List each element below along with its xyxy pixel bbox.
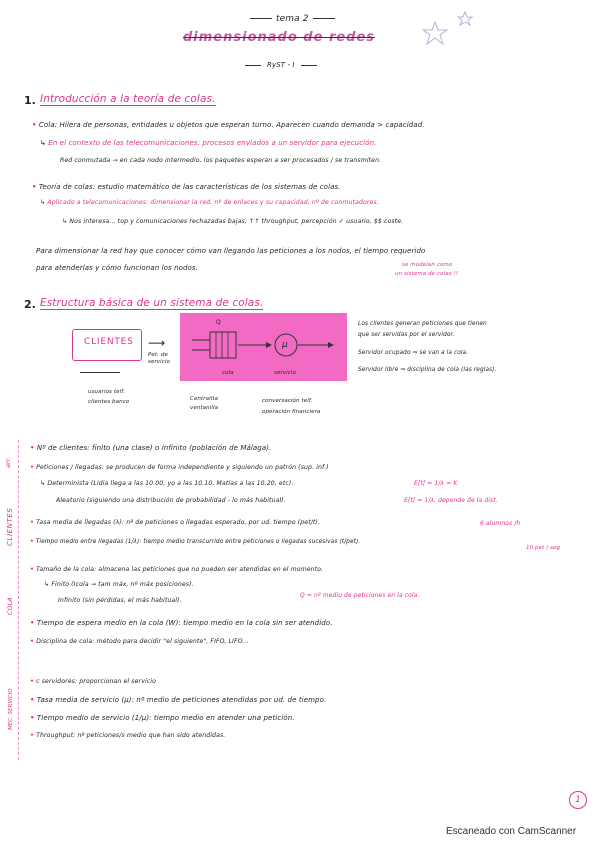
diagram-note: Los clientes generan peticiones que tienen	[358, 321, 487, 327]
mu-symbol: μ	[282, 340, 288, 350]
list-item: • Tamaño de la cola: almacena las peticiones que no pueden ser atendidas en el momento.	[30, 566, 324, 573]
diagram-note: que ser servidas por el servidor.	[358, 332, 455, 338]
topic-label: tema 2	[250, 14, 335, 24]
diagram-note: Servidor libre ⇒ disciplina de cola (las reglas).	[358, 367, 497, 373]
arrow-in: ⟶	[148, 336, 166, 350]
queue-diagram	[188, 326, 338, 370]
example-clients: clientes banco	[88, 399, 130, 405]
example-operation: operación financiera	[262, 409, 321, 415]
queue-q-label: Q	[216, 319, 221, 326]
list-item: ↳ Finito (Icola → tam máx, nº máx posiciones).	[44, 581, 194, 588]
list-item: • Disciplina de cola: método para decidir "el siguiente", FIFO, LIFO...	[30, 638, 249, 645]
list-item: • Tasa media de servicio (μ): nº medio de peticiones atendidas por ud. de tiempo.	[30, 696, 327, 704]
list-item: ↳ Nos interesa... top y comunicaciones rechazadas bajas, ↑↑ throughput, percepción ✓ usuario, $$ coste.	[62, 218, 404, 225]
formula: E[t] = 1/λ, depende de la dist.	[404, 497, 498, 504]
list-item: • Tiempo medio de servicio (1/μ): tiempo medio en atender una petición.	[30, 714, 295, 722]
formula: Q = nº medio de peticiones en la cola.	[300, 592, 420, 599]
stars-doodle-icon	[415, 8, 485, 53]
example-users: usuarios telf.	[88, 389, 126, 395]
list-item: • Tiempo de espera medio en la cola (W): tiempo medio en la cola sin ser atendido.	[30, 619, 333, 627]
example-window: ventanilla	[190, 405, 219, 411]
queue-label: cola	[222, 370, 234, 376]
example-switchboard: Centralita	[190, 396, 219, 402]
section1-number: 1.	[24, 94, 36, 107]
list-item: • Throughput: nº peticiones/s medio que han sido atendidas.	[30, 732, 226, 739]
side-divider	[18, 440, 19, 760]
page-title: dimensionado de redes	[183, 30, 376, 45]
section2-title: Estructura básica de un sistema de colas.	[40, 297, 264, 309]
side-label-arr: arr.	[4, 457, 12, 468]
clients-underline	[80, 372, 120, 373]
list-item: ↳ En el contexto de las telecomunicaciones: procesos enviados a un servidor para ejecución.	[40, 139, 377, 147]
list-item: • c servidores: proporcionan el servicio	[30, 678, 156, 685]
list-item: ↳ Determinista (Lidia llega a las 10.00, yo a las 10.10, Matías a las 10.20, etc).	[40, 480, 294, 487]
annotation: se modelan como	[402, 262, 453, 268]
list-item: • Tasa media de llegadas (λ): nº de peticiones o llegadas esperado, por ud. tiempo (pet/t).	[30, 519, 321, 526]
example-note: 6 alumnos /h	[480, 520, 521, 527]
list-item: • Tiempo medio entre llegadas (1/λ): tiempo medio transcurrido entre peticiones o llegadas sucesivas (t/pet).	[30, 539, 361, 545]
list-item: • Cola: Hilera de personas, entidades u objetos que esperan turno. Aparecen cuando demanda > capacidad.	[32, 121, 425, 129]
paragraph: Para dimensionar la red hay que conocer cómo van llegando las peticiones a los nodos, el tiempo requerido	[36, 247, 426, 255]
list-item: ↳ Aplicado a telecomunicaciones: dimensionar la red, nº de enlaces y su capacidad, nº de conmutadores.	[40, 199, 379, 206]
list-item: • Peticiones / llegadas: se producen de forma independiente y siguiendo un patrón (sup. inf.)	[30, 464, 329, 471]
list-item: • Teoría de colas: estudio matemático de las características de los sistemas de colas.	[32, 183, 341, 191]
page-number-badge: 1	[569, 791, 587, 809]
list-item: • Nº de clientes: finito (una clase) o infinito (población de Málaga).	[30, 444, 272, 452]
side-label-service: MEC. SERVICIO	[8, 688, 14, 730]
list-item: Aleatorio (siguiendo una distribución de probabilidad - lo más habitual).	[56, 497, 286, 504]
course-label: RyST - I	[245, 61, 317, 69]
diagram-note: Servidor ocupado ⇒ se van a la cola.	[358, 350, 469, 356]
service-label: servicio	[274, 370, 297, 376]
section2-number: 2.	[24, 298, 36, 311]
list-item: Infinito (sin pérdidas, el más habitual).	[58, 597, 182, 604]
paragraph: para atenderlas y cómo funcionan los nodos.	[36, 264, 198, 272]
formula: E[t] = 1/λ = K	[414, 480, 458, 487]
side-label-clientes: CLIENTES	[6, 507, 14, 546]
example-note: 10 pet / seg	[526, 545, 561, 551]
example-call: conversación telf.	[262, 398, 313, 404]
request-label: Pet. de servicio	[148, 352, 171, 365]
clients-label: CLIENTES	[84, 337, 134, 347]
side-label-cola: COLA	[6, 597, 14, 615]
list-item: Red conmutada → en cada nodo intermedio, los paquetes esperan a ser procesados / se transmiten.	[60, 157, 382, 164]
section1-title: Introducción a la teoría de colas.	[40, 93, 216, 105]
annotation: un sistema de colas !!	[395, 271, 459, 277]
scanner-watermark: Escaneado con CamScanner	[446, 826, 577, 837]
